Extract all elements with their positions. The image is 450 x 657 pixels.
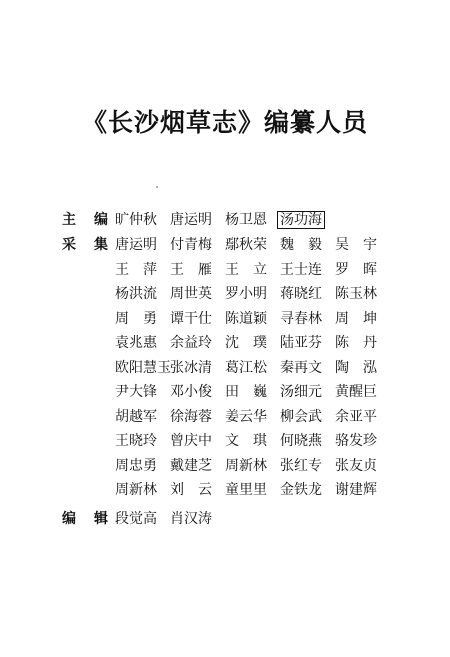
- boxed-name-text: 汤功海: [277, 211, 325, 229]
- person-name: 沈 璞: [225, 335, 267, 351]
- person-name: 童里里: [225, 482, 267, 498]
- section-label-editors: [62, 511, 108, 527]
- section-label-collectors: [62, 237, 108, 253]
- person-name: 徐海蓉: [170, 408, 212, 425]
- name-list: [115, 511, 225, 536]
- person-name: 吴 宇: [335, 237, 377, 253]
- section-label-chief-editor: [62, 212, 108, 228]
- person-name: 王 雁: [170, 261, 212, 278]
- person-name: 骆发珍: [335, 433, 377, 449]
- person-name: 尹大锋: [115, 384, 157, 400]
- name-row: [115, 262, 390, 287]
- person-name: 周世英: [170, 286, 212, 302]
- person-name: 周新林: [115, 482, 157, 498]
- label-char: 采: [62, 237, 76, 253]
- person-name: 蒋晓红: [280, 286, 322, 302]
- person-name: 旷仲秋: [115, 212, 157, 228]
- person-name: 谢建辉: [335, 482, 377, 498]
- person-name: 陈道颖: [225, 310, 267, 327]
- name-row: [115, 409, 390, 434]
- person-name: 周忠勇: [115, 457, 157, 474]
- name-row: [115, 511, 225, 536]
- name-list: [115, 212, 335, 237]
- person-name: 王 萍: [115, 261, 157, 278]
- person-name: 秦再文: [280, 359, 322, 376]
- person-name: 金铁龙: [280, 482, 322, 498]
- person-name: 姜云华: [225, 408, 267, 425]
- person-name: 陆亚芬: [280, 335, 322, 351]
- name-row: [115, 384, 390, 409]
- person-name: 杨卫恩: [225, 212, 267, 228]
- label-char: 编: [62, 511, 76, 527]
- person-name: 魏 毅: [280, 237, 322, 253]
- person-name: 刘 云: [170, 482, 212, 498]
- person-name: 周 坤: [335, 310, 377, 327]
- person-name: 邓小俊: [170, 384, 212, 400]
- person-name: 寻春林: [280, 310, 322, 327]
- page-title: 《长沙烟草志》编纂人员: [81, 108, 368, 137]
- person-name-boxed: [280, 212, 335, 228]
- name-row: [115, 237, 390, 262]
- person-name: 张红专: [280, 457, 322, 474]
- person-name: 曾庆中: [170, 433, 212, 449]
- person-name: 张友贞: [335, 457, 377, 474]
- person-name: 陈 丹: [335, 335, 377, 351]
- label-char: 集: [94, 237, 108, 253]
- person-name: 柳会武: [280, 408, 322, 425]
- label-char: 编: [94, 212, 108, 228]
- name-row: [115, 458, 390, 483]
- person-name: 周 勇: [115, 310, 157, 327]
- person-name: 唐运明: [170, 212, 212, 228]
- name-list: [115, 237, 390, 507]
- person-name: 王士连: [280, 261, 322, 278]
- person-name: 周新林: [225, 457, 267, 474]
- person-name: 欧阳慧玉: [115, 359, 171, 376]
- person-name: 肖汉涛: [170, 511, 212, 527]
- label-char: 辑: [94, 511, 108, 527]
- person-name: 罗 晖: [335, 261, 377, 278]
- name-row: [115, 212, 335, 237]
- person-name: 段觉高: [115, 511, 157, 527]
- person-name: 文 琪: [225, 433, 267, 449]
- person-name: 王 立: [225, 261, 267, 278]
- person-name: 张冰清: [170, 359, 212, 376]
- person-name: 胡越军: [115, 408, 157, 425]
- name-row: [115, 433, 390, 458]
- name-row: [115, 482, 390, 507]
- person-name: 余益玲: [170, 335, 212, 351]
- name-row: [115, 311, 390, 336]
- name-row: [115, 286, 390, 311]
- person-name: 杨洪流: [115, 286, 157, 302]
- person-name: 罗小明: [225, 286, 267, 302]
- name-row: [115, 335, 390, 360]
- name-row: [115, 360, 390, 385]
- person-name: 袁兆惠: [115, 335, 157, 351]
- person-name: 余亚平: [335, 408, 377, 425]
- person-name: 黄醒巨: [335, 384, 377, 400]
- person-name: 汤细元: [280, 384, 322, 400]
- person-name: 田 巍: [225, 384, 267, 400]
- speck-mark: [156, 186, 158, 188]
- person-name: 谭干仕: [170, 310, 212, 327]
- person-name: 唐运明: [115, 237, 157, 253]
- person-name: 付青梅: [170, 237, 212, 253]
- person-name: 葛江松: [225, 359, 267, 376]
- person-name: 何晓燕: [280, 433, 322, 449]
- person-name: 陈玉林: [335, 286, 377, 302]
- person-name: 陶 泓: [335, 359, 377, 376]
- person-name: 戴建芝: [170, 457, 212, 474]
- label-char: 主: [62, 212, 76, 228]
- person-name: 王晓玲: [115, 433, 157, 449]
- person-name: 鄢秋荣: [225, 237, 267, 253]
